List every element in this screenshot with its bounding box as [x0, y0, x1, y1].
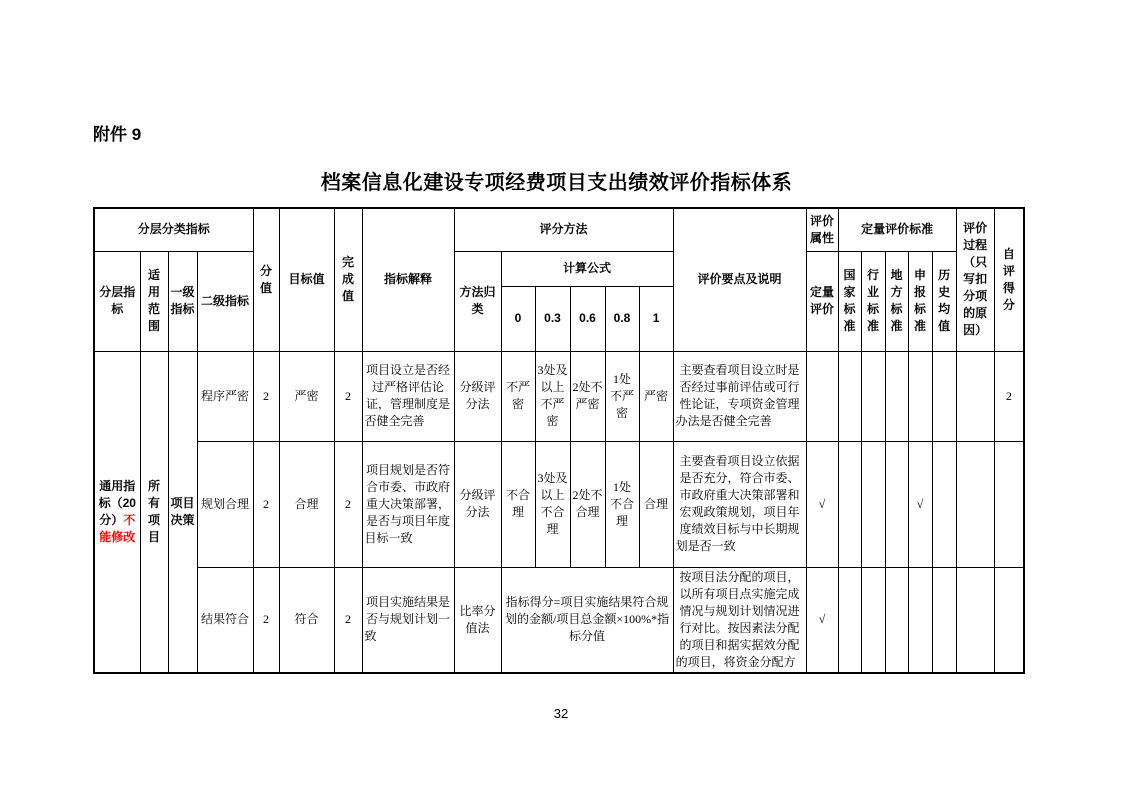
cell-tick-08: 1处不严密: [605, 351, 639, 441]
header-std-local: 地方标准: [885, 251, 908, 351]
header-formula-group: 计算公式: [501, 251, 673, 286]
cell-tick-06: 2处不严密: [570, 351, 605, 441]
cell-tick-03: 3处及以上不合理: [535, 441, 570, 567]
header-score: 分值: [253, 208, 279, 351]
page-title: 档案信息化建设专项经费项目支出绩效评价指标体系: [320, 172, 793, 194]
cell-std-industry: [861, 351, 885, 441]
header-level2: 二级指标: [197, 251, 253, 351]
table-row-procedure: [94, 351, 1024, 441]
cell-scope: 所有项目: [140, 351, 168, 673]
cell-tick-1: 合理: [639, 441, 673, 567]
cell-method: 分级评分法: [454, 441, 501, 567]
header-completion: 完成值: [334, 208, 362, 351]
header-explanation: 指标解释: [362, 208, 454, 351]
cell-formula: 指标得分=项目实施结果符合规划的金额/项目总金额×100%*指标分值: [501, 567, 673, 673]
cell-explanation: 项目实施结果是否与规划计划一致: [362, 567, 454, 673]
cell-target: 符合: [279, 567, 334, 673]
cell-std-local: [885, 351, 908, 441]
attachment-label: 附件 9: [93, 125, 142, 144]
header-tick-0: 0: [501, 286, 535, 351]
header-layered: 分层指标: [94, 251, 140, 351]
cell-explanation: 项目规划是否符合市委、市政府重大决策部署，是否与项目年度目标一致: [362, 441, 454, 567]
cell-std-local: [885, 441, 908, 567]
layered-label-black: 通用指标（20分）: [98, 478, 136, 527]
cell-score: 2: [253, 441, 279, 567]
cell-std-history: [932, 351, 956, 441]
cell-explanation: 项目设立是否经过严格评估论证，管理制度是否健全完善: [362, 351, 454, 441]
header-tick-03: 0.3: [535, 286, 570, 351]
cell-std-industry: [861, 441, 885, 567]
header-row-sub1: [94, 251, 1024, 286]
cell-score: 2: [253, 351, 279, 441]
header-tick-1: 1: [639, 286, 673, 351]
cell-self-score: 2: [994, 351, 1024, 441]
header-scoring-group: 评分方法: [454, 208, 673, 251]
cell-points: 主要查看项目设立依据是否充分，符合市委、市政府重大决策部署和宏观政策规划，项目年度绩效目标与中长期规划是否一致: [673, 441, 806, 567]
cell-std-declared: [908, 351, 932, 441]
cell-target: 严密: [279, 351, 334, 441]
header-tick-06: 0.6: [570, 286, 605, 351]
cell-quant-check: [806, 351, 838, 441]
header-standards-group: 定量评价标准: [838, 208, 956, 251]
cell-tick-06: 2处不合理: [570, 441, 605, 567]
page-number: 32: [553, 706, 569, 721]
checkmark-quant: √: [806, 567, 838, 673]
header-method: 方法归类: [454, 251, 501, 351]
cell-method: 比率分值法: [454, 567, 501, 673]
cell-level2: 程序严密: [197, 351, 253, 441]
header-target: 目标值: [279, 208, 334, 351]
header-quant: 定量评价: [806, 251, 838, 351]
header-points: 评价要点及说明: [673, 208, 806, 351]
cell-std-national: [838, 351, 861, 441]
header-std-declared: 申报标准: [908, 251, 932, 351]
cell-self-score: [994, 441, 1024, 567]
cell-level2: 结果符合: [197, 567, 253, 673]
header-std-history: 历史均值: [932, 251, 956, 351]
cell-points: 按项目法分配的项目，以所有项目点实施完成情况与规划计划情况进行对比。按因素法分配的项目和据实据效分配的项目，将资金分配方: [673, 567, 806, 673]
cell-tick-0: 不合理: [501, 441, 535, 567]
cell-std-industry: [861, 567, 885, 673]
header-level1: 一级指标: [168, 251, 197, 351]
cell-level1: 项目决策: [168, 351, 197, 673]
checkmark-quant: √: [806, 441, 838, 567]
header-attribute-group: 评价属性: [806, 208, 838, 251]
cell-std-national: [838, 567, 861, 673]
cell-tick-08: 1处不合理: [605, 441, 639, 567]
cell-level2: 规划合理: [197, 441, 253, 567]
checkmark-declared: √: [908, 441, 932, 567]
header-std-national: 国家标准: [838, 251, 861, 351]
cell-std-history: [932, 567, 956, 673]
cell-self-score: [994, 567, 1024, 673]
cell-std-local: [885, 567, 908, 673]
cell-layered-indicator: [94, 351, 140, 673]
header-scope: 适用范围: [140, 251, 168, 351]
header-tick-08: 0.8: [605, 286, 639, 351]
cell-tick-1: 严密: [639, 351, 673, 441]
cell-std-history: [932, 441, 956, 567]
cell-process: [956, 441, 994, 567]
cell-score: 2: [253, 567, 279, 673]
cell-std-declared: [908, 567, 932, 673]
cell-tick-03: 3处及以上不严密: [535, 351, 570, 441]
header-process: 评价过程（只写扣分项的原因）: [956, 208, 994, 351]
cell-tick-0: 不严密: [501, 351, 535, 441]
header-row-groups: [94, 208, 1024, 251]
header-layered-group: 分层分类指标: [94, 208, 253, 251]
header-std-industry: 行业标准: [861, 251, 885, 351]
indicator-table: [93, 207, 1025, 674]
cell-points: 主要查看项目设立时是否经过事前评估或可行性论证，专项资金管理办法是否健全完善: [673, 351, 806, 441]
cell-process: [956, 351, 994, 441]
cell-std-national: [838, 441, 861, 567]
cell-target: 合理: [279, 441, 334, 567]
cell-process: [956, 567, 994, 673]
cell-method: 分级评分法: [454, 351, 501, 441]
cell-completion: 2: [334, 351, 362, 441]
header-self-score: 自评得分: [994, 208, 1024, 351]
cell-completion: 2: [334, 441, 362, 567]
cell-completion: 2: [334, 567, 362, 673]
table-row-planning: [94, 441, 1024, 567]
layered-label-red: 不能修改: [99, 512, 136, 544]
table-row-result: [94, 567, 1024, 673]
